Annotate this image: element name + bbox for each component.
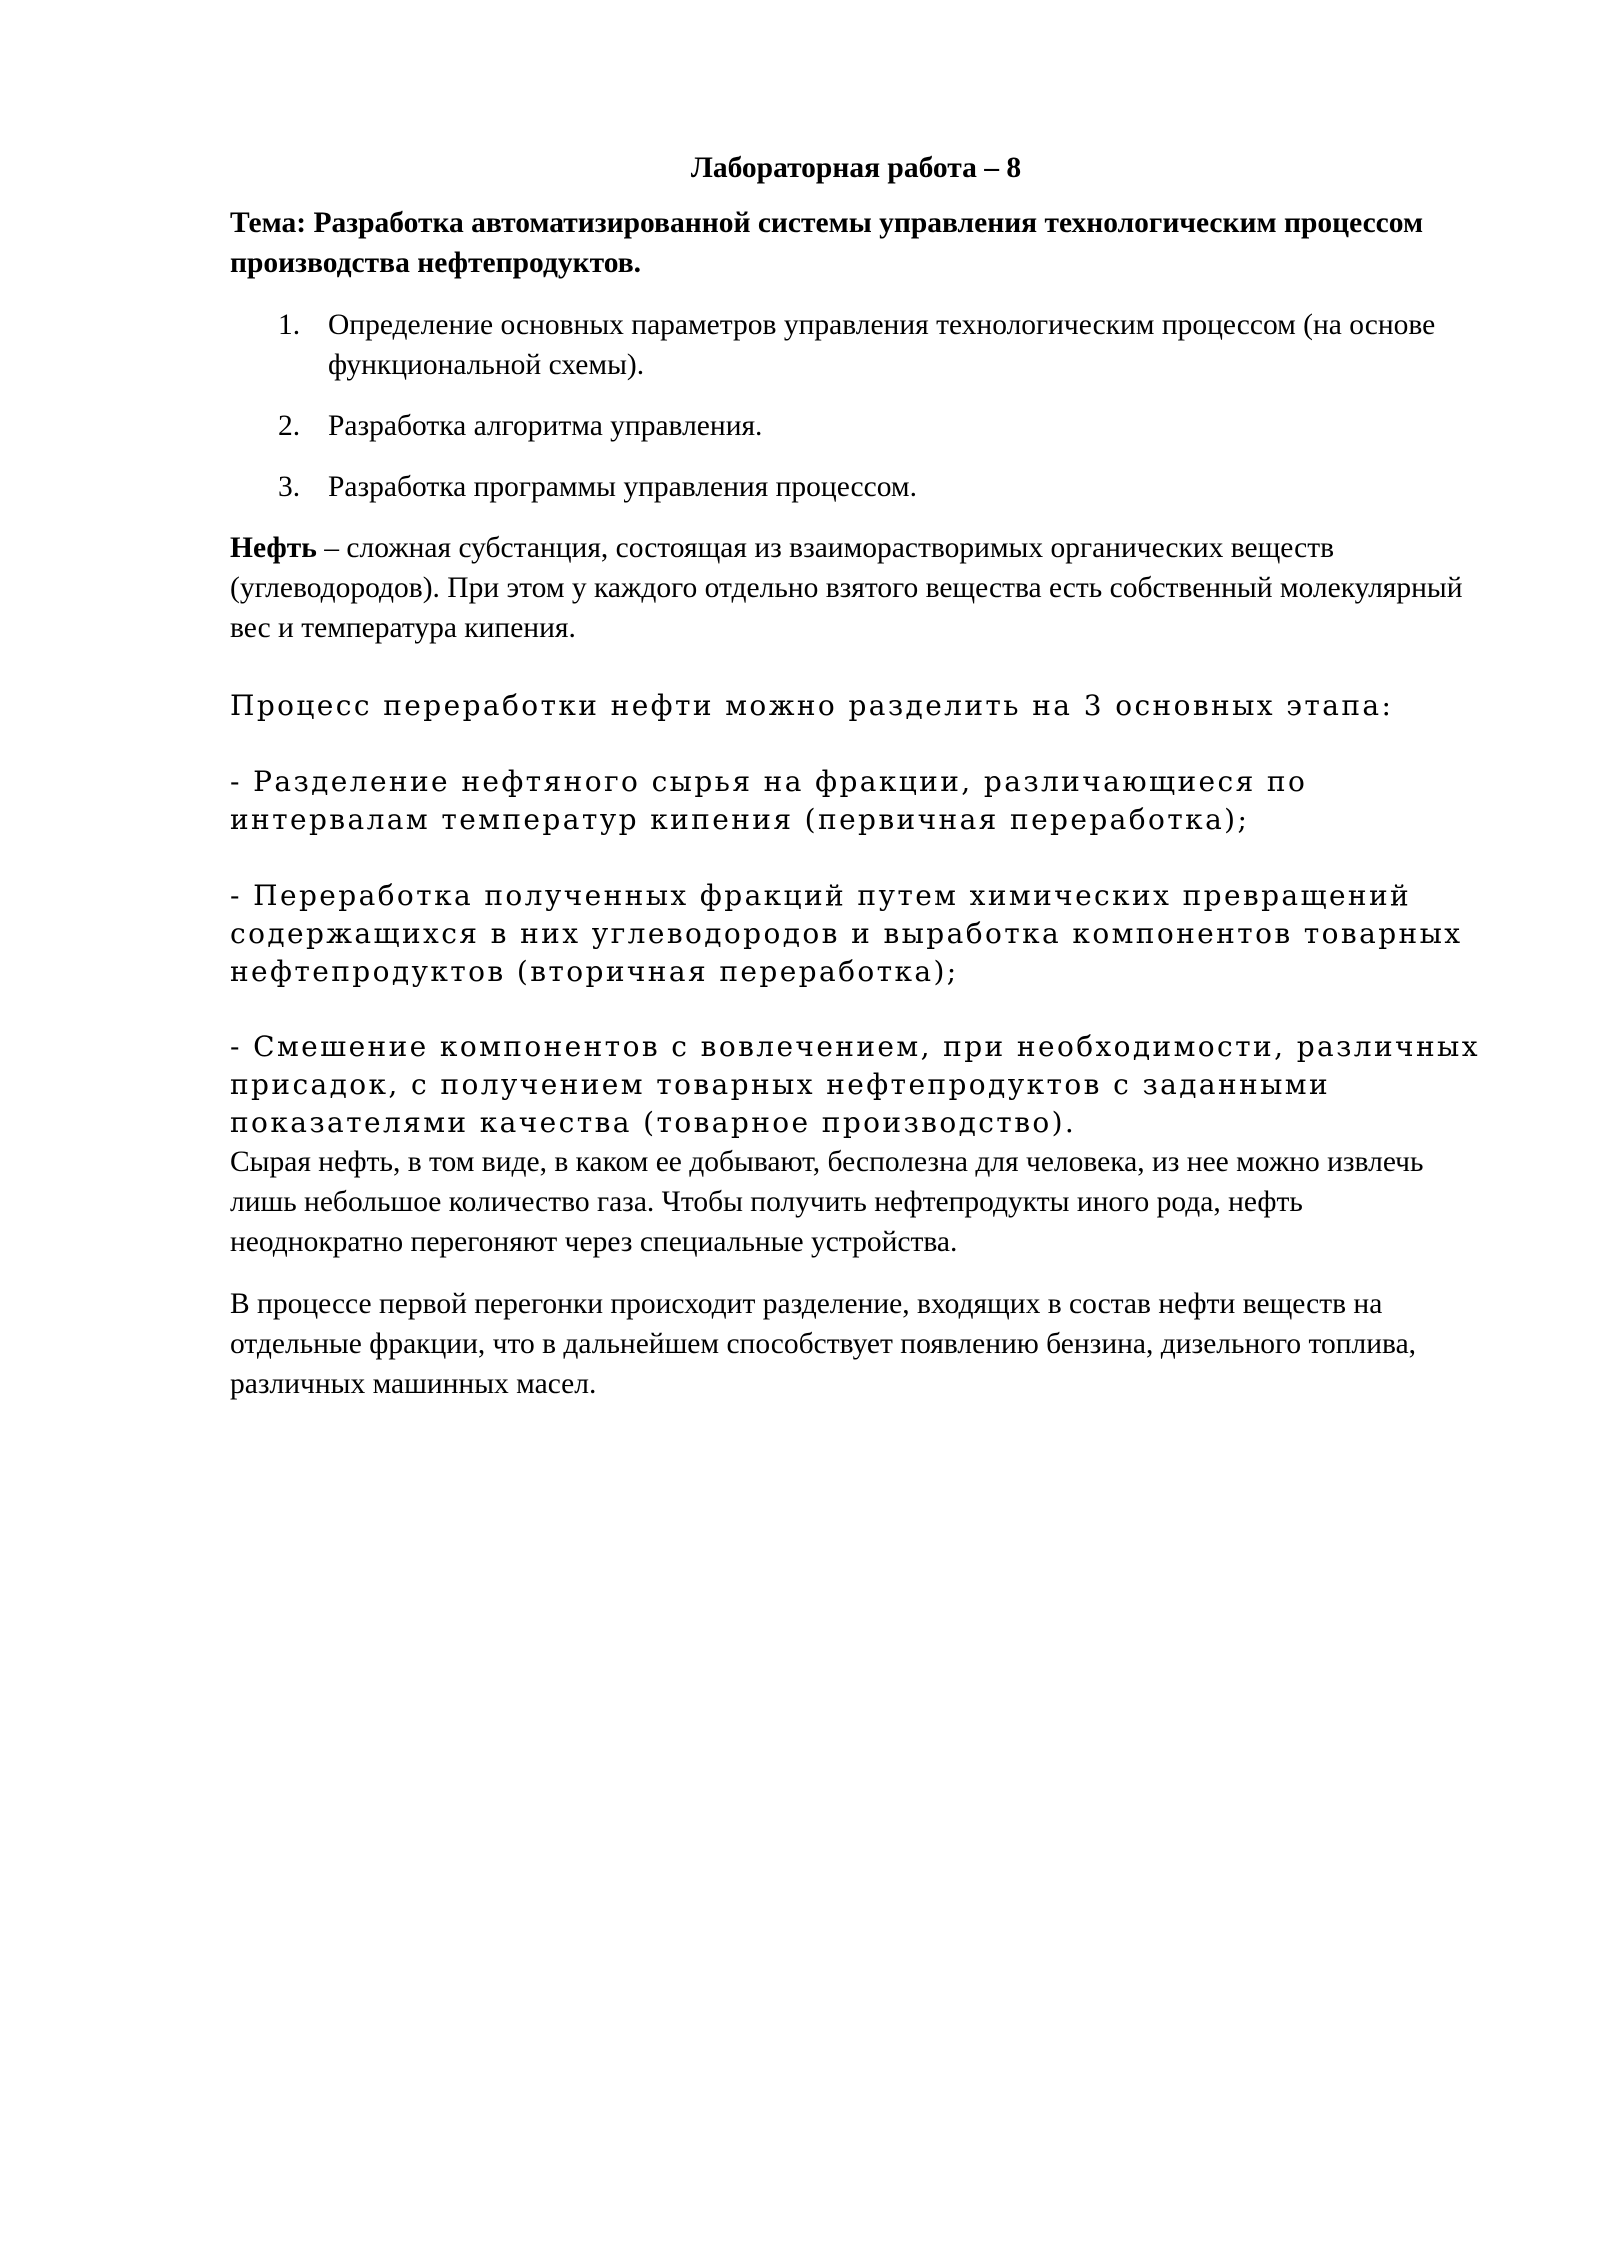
stage-item: - Переработка полученных фракций путем химических превращений содержащихся в них углеводородов и выработка компонентов товарных нефтепродуктов (вторичная переработка); — [230, 879, 1463, 988]
task-item — [230, 305, 1482, 385]
task-item — [230, 467, 1482, 507]
stage-item: - Разделение нефтяного сырья на фракции, различающиеся по интервалам температур кипения (первичная переработка); — [230, 765, 1308, 836]
task-list — [230, 305, 1482, 507]
task-text: Разработка программы управления процессом. — [328, 471, 917, 503]
task-number: 3. — [278, 471, 301, 503]
stages-lead: Процесс переработки нефти можно разделить на 3 основных этапа: — [230, 689, 1394, 722]
oil-definition-paragraph — [230, 528, 1482, 648]
stage-item: - Смешение компонентов с вовлечением, при необходимости, различных присадок, с получением товарных нефтепродуктов с заданными показателями качества (товарное производство). — [230, 1030, 1480, 1139]
raw-oil-paragraph: Сырая нефть, в том виде, в каком ее добывают, бесполезна для человека, из нее можно извлечь лишь небольшое количество газа. Чтобы получить нефтепродукты иного рода, нефть неоднократно перегоняют через специальные устройства. — [230, 1146, 1424, 1258]
document-topic: Тема: Разработка автоматизированной системы управления технологическим процессом производства нефтепродуктов. — [230, 207, 1424, 279]
oil-term: Нефть — [230, 532, 317, 564]
task-number: 2. — [278, 410, 301, 442]
task-text: Разработка алгоритма управления. — [328, 410, 763, 442]
document-title: Лабораторная работа – 8 — [690, 152, 1022, 184]
document-body — [230, 148, 1482, 1404]
task-text: Определение основных параметров управления технологическим процессом (на основе функциональной схемы). — [328, 309, 1436, 381]
task-number: 1. — [278, 309, 301, 341]
distillation-paragraph: В процессе первой перегонки происходит разделение, входящих в состав нефти веществ на отдельные фракции, что в дальнейшем способствует появлению бензина, дизельного топлива, различных машинных масел. — [230, 1288, 1417, 1400]
oil-definition-text: – сложная субстанция, состоящая из взаиморастворимых органических веществ (углеводородов). При этом у каждого отдельно взятого вещества есть собственный молекулярный вес и температура кипения. — [230, 532, 1463, 644]
task-item — [230, 406, 1482, 446]
